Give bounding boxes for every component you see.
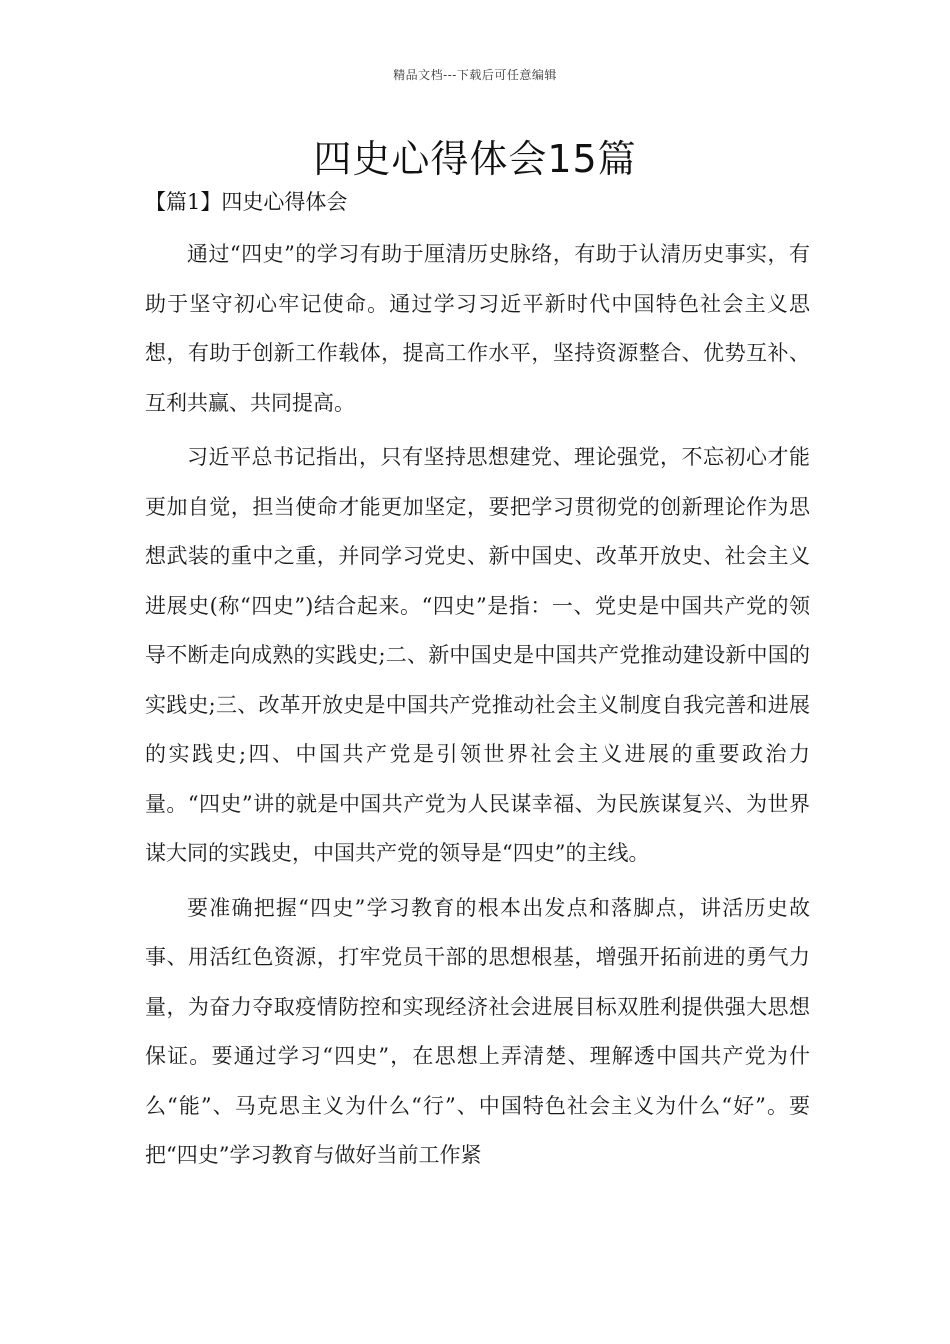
page-watermark: 精品文档---下载后可任意编辑 bbox=[393, 68, 557, 82]
document-title: 四史心得体会15篇 bbox=[313, 137, 637, 181]
paragraph-2: 习近平总书记指出，只有坚持思想建党、理论强党，不忘初心才能更加自觉，担当使命才能更加坚定，要把学习贯彻党的创新理论作为思想武装的重中之重，并同学习党史、新中国史、改革开放史、社会主义进展史(称“四史”)结合起来。“四史”是指：一、党史是中国共产党的领导不断走向成熟的实践史;二、新中国史是中国共产党推动建设新中国的实践史;三、改革开放史是中国共产党推动社会主义制度自我完善和进展的实践史;四、中国共产党是引领世界社会主义进展的重要政治力量。“四史”讲的就是中国共产党为人民谋幸福、为民族谋复兴、为世界谋大同的实践史，中国共产党的领导是“四史”的主线。 bbox=[145, 445, 810, 865]
document-body bbox=[145, 230, 810, 1186]
paragraph-3: 要准确把握“四史”学习教育的根本出发点和落脚点，讲活历史故事、用活红色资源，打牢党员干部的思想根基，增强开拓前进的勇气力量，为奋力夺取疫情防控和实现经济社会进展目标双胜利提供强大思想保证。要通过学习“四史”，在思想上弄清楚、理解透中国共产党为什么“能”、马克思主义为什么“行”、中国特色社会主义为什么“好”。要把“四史”学习教育与做好当前工作紧 bbox=[145, 895, 810, 1167]
paragraph-1: 通过“四史”的学习有助于厘清历史脉络，有助于认清历史事实，有助于坚守初心牢记使命。通过学习习近平新时代中国特色社会主义思想，有助于创新工作载体，提高工作水平，坚持资源整合、优势互补、互利共赢、共同提高。 bbox=[145, 242, 810, 415]
section-heading: 【篇1】四史心得体会 bbox=[145, 190, 348, 214]
